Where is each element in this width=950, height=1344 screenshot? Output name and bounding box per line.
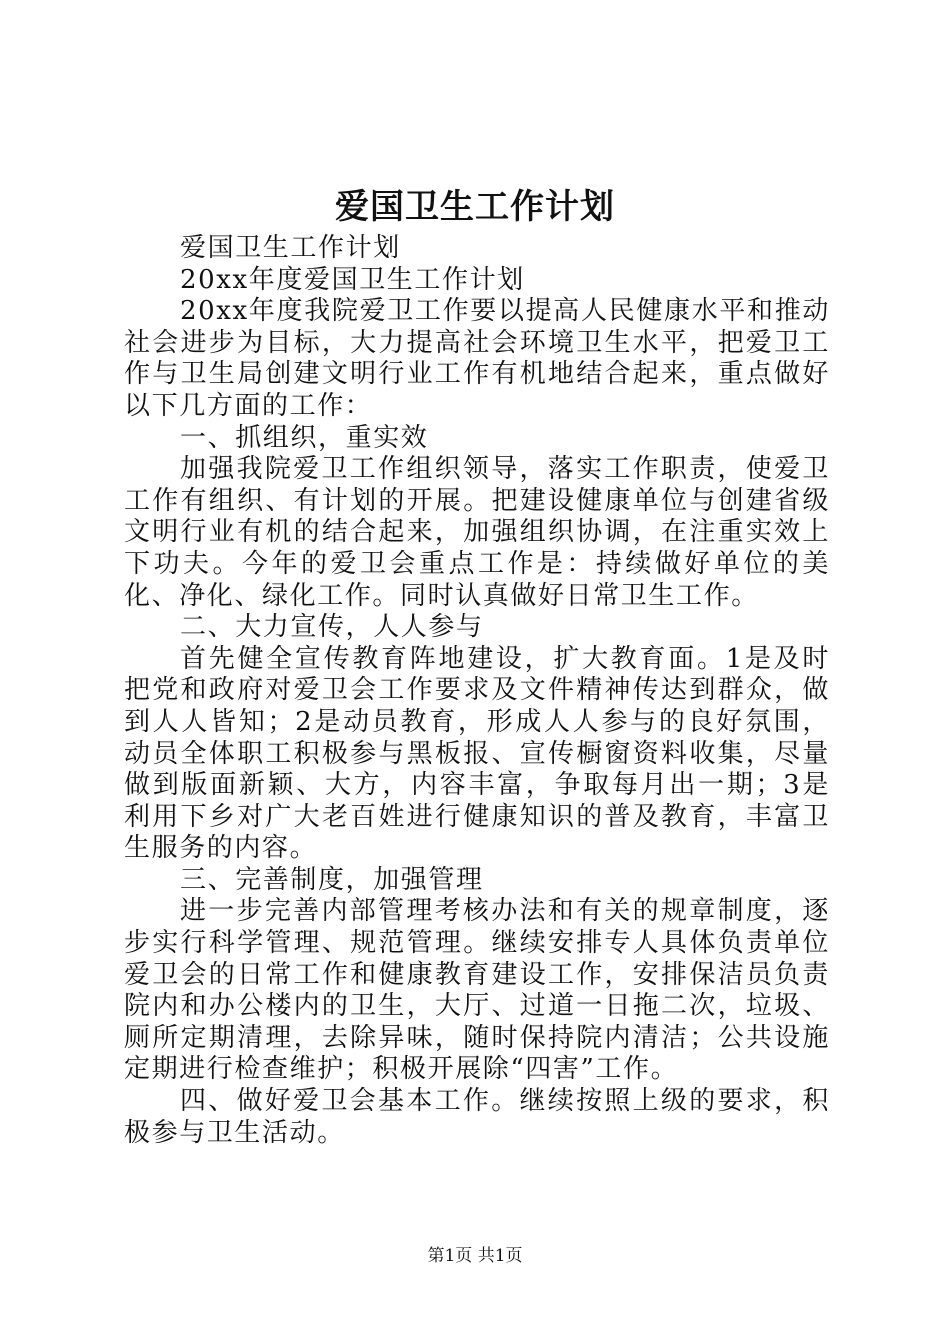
paragraph-section-1: 加强我院爱卫工作组织领导，落实工作职责，使爱卫工作有组织、有计划的开展。把建设健康单位与创建省级文明行业有机的结合起来，加强组织协调，在注重实效上下功夫。今年的爱卫会重点工作是：持续做好单位的美化、净化、绿化工作。同时认真做好日常卫生工作。 — [124, 454, 830, 611]
document-body — [124, 233, 830, 1149]
section-heading-2: 二、大力宣传，人人参与 — [180, 612, 484, 643]
paragraph-section-4: 四、做好爱卫会基本工作。继续按照上级的要求，积极参与卫生活动。 — [124, 1086, 830, 1148]
document-title: 爱国卫生工作计划 — [335, 187, 615, 227]
page-footer: 第1页 共1页 — [427, 1246, 523, 1266]
paragraph-section-3: 进一步完善内部管理考核办法和有关的规章制度，逐步实行科学管理、规范管理。继续安排专人具体负责单位爱卫会的日常工作和健康教育建设工作，安排保洁员负责院内和办公楼内的卫生，大厅、过道一日拖二次，垃圾、厕所定期清理，去除异味，随时保持院内清洁；公共设施定期进行检查维护；积极开展除“四害”工作。 — [124, 896, 830, 1085]
paragraph-subtitle: 20xx年度爱国卫生工作计划 — [180, 264, 525, 295]
paragraph-heading-repeat: 爱国卫生工作计划 — [180, 233, 401, 263]
paragraph-section-2: 首先健全宣传教育阵地建设，扩大教育面。1是及时把党和政府对爱卫会工作要求及文件精神传达到群众，做到人人皆知；2是动员教育，形成人人参与的良好氛围，动员全体职工积极参与黑板报、宣传橱窗资料收集，尽量做到版面新颖、大方，内容丰富，争取每月出一期；3是利用下乡对广大老百姓进行健康知识的普及教育，丰富卫生服务的内容。 — [124, 643, 830, 864]
section-heading-1: 一、抓组织，重实效 — [180, 422, 429, 453]
section-heading-3: 三、完善制度，加强管理 — [180, 864, 484, 895]
paragraph-intro: 20xx年度我院爱卫工作要以提高人民健康水平和推动社会进步为目标，大力提高社会环境卫生水平，把爱卫工作与卫生局创建文明行业工作有机地结合起来，重点做好以下几方面的工作： — [124, 296, 830, 421]
